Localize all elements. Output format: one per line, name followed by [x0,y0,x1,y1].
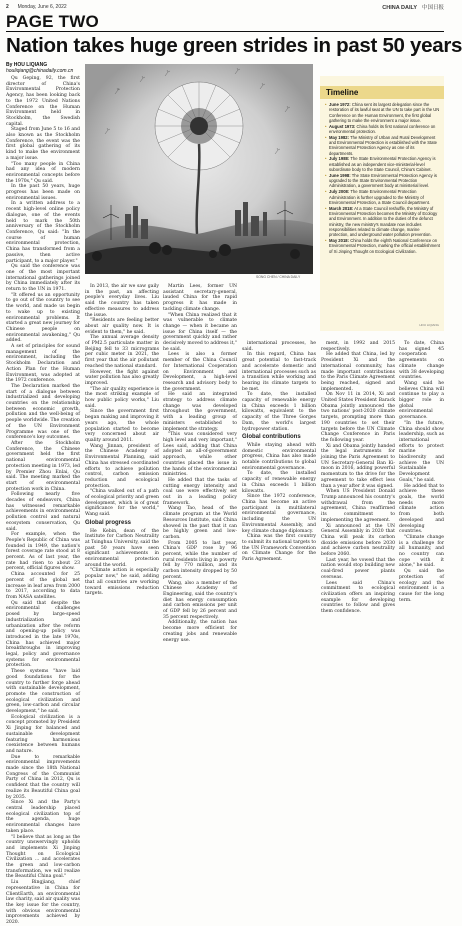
illustration-svg [85,64,313,274]
section-title: PAGE TWO [6,12,99,31]
illustration-dandelion-city [85,64,313,274]
article-paragraph: These systems "have laid good foundations for the country to further forge ahead with sustainable development, promote the construction of ecological civilization and green, low-carbon and circular development," he said. [6,669,80,715]
byline-email: houliqiang@chinadaily.com.cn [6,68,74,74]
article-paragraph: "China walked out of a path of ecological priority and green development, which is of great significance for the world," Wang said. [85,489,159,518]
article-paragraph: In the past 50 years, huge progress has been made on environmental issues. [6,184,80,201]
section-rule [6,31,444,32]
article-paragraph: In this regard, China has great potential to fast-track and accelerate domestic and international processes such as a transition while working and hearing its climate targets to be met. [242,352,316,392]
timeline-year: March 2018: [329,205,354,211]
article-paragraph: He added that China, led by President Xi and the international community, has made important contributions to the Paris Climate Agreement being reached, signed and implemented. [321,352,395,392]
article-paragraph: Lees is also a former member of the China Council for International Cooperation on Environment and Development, a high-level research and advisory body to the government. [163,352,237,392]
article-column-4 [242,341,316,744]
timeline-list [325,102,440,254]
article-paragraph: Since the government first began making and improving it years ago, the whole population started to become very concerned about air quality around 2011. [85,409,159,443]
article-paragraph: ment, in 1992 and 2015 respectively. [321,341,395,352]
article-paragraph: Wang said he believes China will continue to play a bigger role in global environmental governance. [399,380,444,421]
article-paragraph: Staged from June 5 to 16 and also known as the Stockholm Conference, the event was the first global gathering of its kind to make the environment a major issue. [6,127,80,161]
timeline-box [320,76,444,331]
article-paragraph: China accounted for 25 percent of the global net increase in leaf area from 2000 to 2017, according to data from NASA satellites. [6,572,80,600]
timeline-text: At a State Council reshuffle, the Ministry of Environmental Protection becomes the Ministry of Ecology and Environment. In addition to the duties of the defunct ministry, the new ministry's mandate now includes responsibilities related to climate change, marine protection, and underground water pollution prevention. [329,205,438,238]
article-column-5 [321,341,395,744]
article-paragraph: The annual average density of PM2.5 particulate matter in Beijing fell to 33 micrograms per cubic meter in 2021, the first year that the air pollutant reached the national standard. [85,335,159,369]
article-paragraph: Last year, he vowed that the nation would stop building new coal-fired power plants overseas. [321,557,395,580]
headline: Nation takes huge green strides in past 50 years [6,34,462,57]
article-column-6 [399,341,444,744]
article-paragraph: Ecological civilization is a concept promoted by President Xi Jinping for balanced and sustainable development featuring harmonious coexistence between humans and nature. [6,714,80,754]
article-paragraph: "Climate change is a challenge for all humanity, and no country can cope with it alone," he said. [399,534,444,569]
article-paragraph: From 2005 to last year, China's GDP rose by 96 percent, while the number of rural residents living in poverty fell by 770 million, and its carbon intensity dropped by 50 percent. [163,540,237,580]
article-paragraph: "Too many people in China had any idea of modern environmental concepts before the 1970s," Qu said. [6,161,80,184]
timeline-text: The State Environmental Protection Agency is established as an independent vice-ministerial-level subordinate body to the State Council, China's Cabinet. [329,156,436,173]
article-paragraph: He added that the tasks of cutting energy intensity and coal use were effectively set out in a leading policy framework. [163,477,237,506]
article-paragraph: Wang Tao, head of the climate program at the World Resources Institute, said China showed in the past that it can be highly green and low-carbon. [163,506,237,540]
article-paragraph: To date, the installed capacity of renewable energy in China exceeds 1 billion kilowatts. [242,471,316,494]
article-paragraph: Xi announced at the UN General Assembly in 2020 that China will peak its carbon dioxide emissions before 2030 and achieve carbon neutrality before 2060. [321,523,395,558]
timeline-title: Timeline [326,88,359,97]
article-column-2 [85,284,159,744]
article-paragraph: Liu Bingjiang, chief representative in China for ClientEarth, an environmental law charity, said air quality was the key issue for the country, with obvious environmental improvements achieved by 2020. [6,880,80,926]
timeline-item [325,124,440,135]
page-number: 2 [6,4,9,10]
illustration-credit: SONG CHEN / CHINA DAILY [256,275,301,279]
timeline-item [325,238,440,254]
timeline-text: China holds its first national conference on environmental protection. [329,123,436,134]
article-paragraph: When US President Donald Trump announced his country's withdrawal from the agreement, China reaffirmed its commitment to implementing the agreement. [321,489,395,523]
article-paragraph: He added that to achieve these goals, the world needs more climate action from both developed and developing countries. [399,483,444,535]
article-paragraph: To date, the installed capacity of renewable energy in China exceeds 1 billion kilowatts, equivalent to the capacity of the Three Gorges Dam, the world's largest hydropower station. [242,392,316,432]
article-paragraph: Wang, also a member of the Chinese Academy of Engineering, said the country's diet has energy consumption and carbon emissions per unit of GDP fell by 26 percent and 35 percent respectively. [163,580,237,620]
timeline-text: China holds the eighth National Conference on Environmental Protection, marking the official establishment of Xi Jinping Thought on Ecological Civilization. [329,237,440,254]
article-paragraph: He Kebin, dean of the Institute for Carbon Neutrality at Tsinghua University, said the past 50 years have seen significant achievements in environmental protection around the world. [85,528,159,568]
article-paragraph: "This was considered very high level and very important," Lees said, adding that China adopted an all-of-government approach, while other countries placed the issue in the hands of the environmental ministries. [163,432,237,478]
timeline-year: August 1973: [329,123,356,129]
article-paragraph: "The air quality experience is the most striking example of how public policy works," Liu said. [85,386,159,409]
timeline-year: May 2018: [329,237,350,243]
article-paragraph: In a written address to a recent high-level online policy dialogue, one of the events held to mark the 50th anniversary of the Stockholm Conference, Qu said: "In the course of human environmental protection, China has transformed from a passive, then active participant, to a major player." [6,201,80,264]
article-paragraph: "When China realized that it was vulnerable to climate change — when it became an issue for China itself — the government quickly and rather decisively moved to address it," he said. [163,312,237,352]
timeline-text: China sent its largest delegation since the restoration of its lawful seat at the UN to take part in the UN Conference on the Human Environment, the first global gathering to make the environment a major issue. [329,102,440,123]
article-paragraph: To date, China has signed 45 cooperation agreements on climate change with 38 developing countries. [399,341,444,381]
article-paragraph: "I believe that as long as the country unswervingly upholds and implements Xi Jinping Thought on Ecological Civilization ... and accelerates the green and low-carbon transformation, we will realize the Beautiful China goal." [6,834,80,880]
timeline-item [325,156,440,172]
article-paragraph: Additionally, the nation has become more efficient for creating jobs and renewable energy use. [163,620,237,643]
article-paragraph: He said an integrated strategy to address climate change was developed throughout the government, with a leading group of ministers established to implement the strategy. [163,392,237,432]
subheading: Global progress [85,519,132,526]
article-column-3 [163,284,237,744]
timeline-text: The State Environmental Protection Administration is further upgraded to the Ministry of Environmental Protection, a State Council department. [329,189,431,205]
article-paragraph: Qu Geping, 92, the first director of China's Environmental Protection Agency, has been looking back to the 1972 United Nations Conference on the Human Environment held in Stockholm, the Swedish capital. [6,76,80,127]
article-paragraph: Xi and Obama jointly handed the legal instruments for joining the Paris Agreement to UN Secretary-General Ban Ki-moon in 2016, adding powerful momentum to the drive for the agreement to take effect less than a year after it was signed. [321,443,395,489]
timeline-item [325,102,440,123]
timeline-item [325,206,440,238]
timeline-year: June 1972: [329,102,351,107]
timeline-text: The State Environmental Protection Agency is upgraded to the State Environmental Protection Administration, a government body at ministerial level. [329,172,437,189]
paper-name-cn: 中国日报 [421,5,444,11]
article-paragraph: Due to remarkable environmental improvements made since the 18th National Congress of the Communist Party of China in 2012, Qu is confident that the country will realize its Beautiful China goal by 2035. [6,754,80,800]
article-paragraph: In 2013, the air we saw gaily in the past, an affecting people's everyday lives. Liu said the country has taken effective measures to address the issue. [85,284,159,318]
timeline-year: July 1988: [329,156,350,162]
article-paragraph: "In the future, China should show leadership, such as international efforts to protect marine biodiversity and achieve the UN Sustainable Development Goals," he said. [399,420,444,483]
subheading: Global contributions [242,434,301,441]
article-paragraph: While staying ahead with domestic environmental progress, China has also made notable contributions to global environmental governance. [242,442,316,471]
article-paragraph: The Declaration marked the start of a dialogue between industrialized and developing countries on the relationship between economic growth, pollution and the well-being of people worldwide. The creation of the UN Environment Programme was one of the conference's key outcomes. [6,383,80,441]
article-paragraph: Since Xi and the Party's central leadership placed ecological civilization top of the agenda, huge environmental changes have taken place. [6,800,80,834]
timeline-item [325,173,440,189]
article-column-1 [6,76,80,926]
article-paragraph: On Nov 11 in 2014, Xi and United States President Barack Obama jointly announced the two nations' post-2020 climate targets, prompting more than 190 countries to set their targets before the UN Climate Change Conference in Paris the following year. [321,392,395,443]
article-paragraph: Lees said China's commitment to ecological civilization offers an inspiring example for developing countries to follow and gives them confidence. [321,580,395,615]
paper-name: CHINA DAILY [382,5,417,11]
article-paragraph: For example, when the People's Republic of China was founded in 1949, the nation's forest coverage rate stood at 8 percent. As of last year, the rate had risen to about 23 percent, official figures show. [6,532,80,572]
article-paragraph: Following nearly five decades of endeavors, China has witnessed remarkable achievements in environmental pollution control and natural ecosystem conservation, Qu said. [6,492,80,532]
byline-author: By HOU LIQIANG [6,62,48,68]
article-paragraph: "It offered us an opportunity to go out of the country to see the world, and made us begin to wake up to existing environmental problems. It started a great new journey for Chinese people on environmental awakening," Qu added. [6,292,80,344]
article-paragraph: "Residents are feeling better about air quality now. It is evident to them," he said. [85,318,159,335]
timeline-text: The Ministry of Urban and Rural Development and Environmental Protection is established with the State Environmental Protection Agency as one of its departments. [329,134,438,156]
timeline-item [325,135,440,156]
article-paragraph: Qu said the conference was one of the most important international gatherings joined by China immediately after its return to the UN in 1971. [6,264,80,293]
byline [6,62,73,74]
article-paragraph: However, the fight against water pollution has also greatly improved. [85,369,159,386]
article-paragraph: Qu said the protection of ecology and the environment is a cause for the long term. [399,569,444,603]
timeline-item [325,189,440,205]
issue-date: Monday, June 6, 2022 [17,4,67,10]
article-paragraph: Since the 1972 conference, China has become an active participant in multilateral environmental governance, including the UN Environmental Assembly, and key climate change diplomacy. [242,494,316,534]
article-paragraph: Martin Lees, former UN assistant secretary-general, lauded China for the rapid progress it has made in tackling climate change. [163,284,237,312]
timeline-year: July 2008: [329,189,350,195]
article-paragraph: A set of principles for sound management of the environment, including the Stockholm Declaration and Action Plan for the Human Environment, was adopted at the 1972 conference. [6,344,80,384]
article-paragraph: "Climate action is especially popular now," he said, adding that all countries are working toward emissions reduction targets. [85,568,159,597]
article-paragraph: Wang Jinnan, president of the Chinese Academy of Environmental Planning, said China has stressed coordinated efforts to achieve pollution control, carbon emission reduction and ecological protection. [85,443,159,489]
article-paragraph: China was the first country to submit its national targets to the UN Framework Convention on Climate Change for the Paris Agreement. [242,534,316,563]
article-paragraph: international processes, he said. [242,341,316,352]
article-paragraph: Qu said that despite the environmental challenges posed by large-speed industrialization and urbanization after the reform and opening-up policy was introduced in the late 1970s, China has achieved major breakthroughs in improving legal, policy and governance systems for environmental protection. [6,600,80,669]
article-paragraph: After the Stockholm Conference, the Chinese government held the first national environmental protection meeting in 1973, led by Premier Zhou Enlai, Qu said. The meeting marked the start of environmental protection work in China. [6,441,80,492]
timeline-year: May 1982: [329,134,350,140]
timeline-credit: HOU LIQIANG [419,323,439,327]
timeline-year: June 1998: [329,172,351,178]
